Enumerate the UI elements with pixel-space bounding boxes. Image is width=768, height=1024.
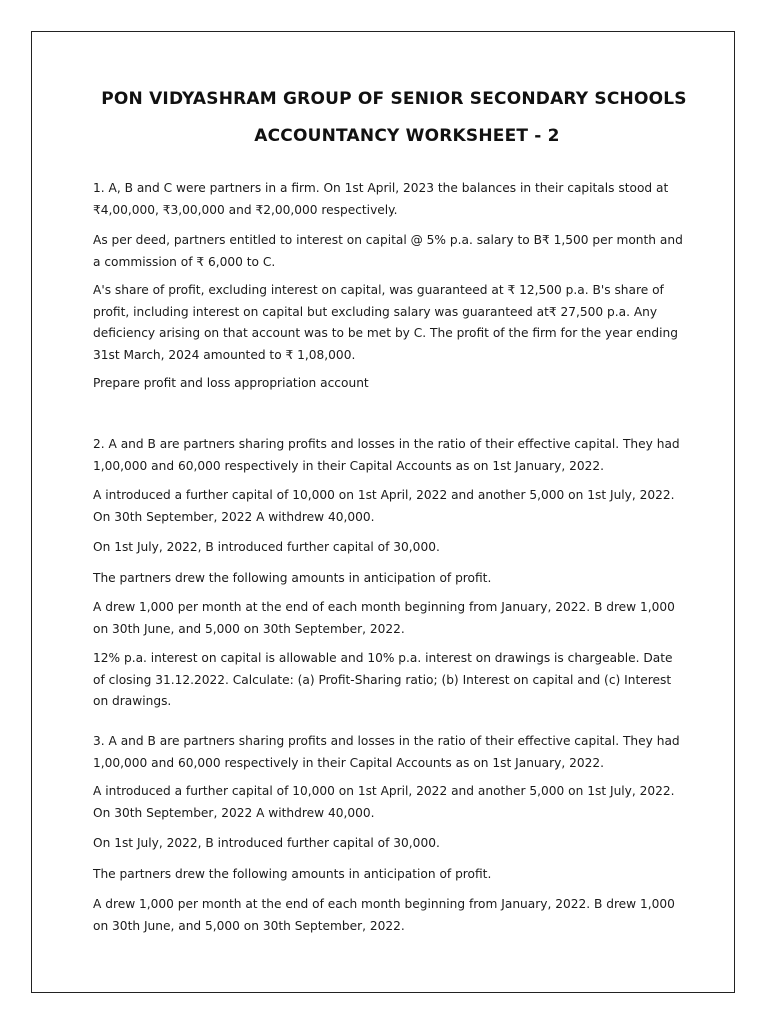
q2-paragraph-5: A drew 1,000 per month at the end of each month beginning from January, 2022. B drew 1,000 on 30th June, and 5,000 on 30th September, 2022. — [93, 600, 675, 636]
worksheet-title: ACCOUNTANCY WORKSHEET - 2 — [254, 126, 560, 146]
q3-paragraph-5: A drew 1,000 per month at the end of each month beginning from January, 2022. B drew 1,000 on 30th June, and 5,000 on 30th September, 2022. — [93, 897, 675, 933]
q2-paragraph-6: 12% p.a. interest on capital is allowable and 10% p.a. interest on drawings is chargeable. Date of closing 31.12.2022. Calculate: (a) Profit-Sharing ratio; (b) Interest on capital and (c) Interest on drawings. — [93, 651, 673, 708]
q1-paragraph-2: As per deed, partners entitled to interest on capital @ 5% p.a. salary to B₹ 1,500 per month and a commission of ₹ 6,000 to C. — [93, 233, 683, 269]
q1-paragraph-3: A's share of profit, excluding interest on capital, was guaranteed at ₹ 12,500 p.a. B's share of profit, including interest on capital but excluding salary was guaranteed at₹ 27,500 p.a. Any deficiency arising on that account was to be met by C. The profit of the firm for the year ending 31st March, 2024 amounted to ₹ 1,08,000. — [93, 283, 678, 362]
q2-paragraph-4: The partners drew the following amounts in anticipation of profit. — [93, 571, 492, 585]
q2-paragraph-1: 2. A and B are partners sharing profits and losses in the ratio of their effective capital. They had 1,00,000 and 60,000 respectively in their Capital Accounts as on 1st January, 2022. — [93, 437, 680, 473]
school-name: PON VIDYASHRAM GROUP OF SENIOR SECONDARY SCHOOLS — [101, 89, 687, 109]
q3-paragraph-3: On 1st July, 2022, B introduced further capital of 30,000. — [93, 836, 440, 850]
q1-paragraph-1: 1. A, B and C were partners in a firm. On 1st April, 2023 the balances in their capitals stood at ₹4,00,000, ₹3,00,000 and ₹2,00,000 respectively. — [93, 181, 669, 217]
q2-paragraph-3: On 1st July, 2022, B introduced further capital of 30,000. — [93, 540, 440, 554]
q2-paragraph-2: A introduced a further capital of 10,000 on 1st April, 2022 and another 5,000 on 1st July, 2022. On 30th September, 2022 A withdrew 40,000. — [93, 488, 675, 524]
q3-paragraph-4: The partners drew the following amounts in anticipation of profit. — [93, 867, 492, 881]
q3-paragraph-2: A introduced a further capital of 10,000 on 1st April, 2022 and another 5,000 on 1st July, 2022. On 30th September, 2022 A withdrew 40,000. — [93, 784, 675, 820]
q1-paragraph-4: Prepare profit and loss appropriation account — [93, 376, 369, 390]
q3-paragraph-1: 3. A and B are partners sharing profits and losses in the ratio of their effective capital. They had 1,00,000 and 60,000 respectively in their Capital Accounts as on 1st January, 2022. — [93, 734, 680, 770]
